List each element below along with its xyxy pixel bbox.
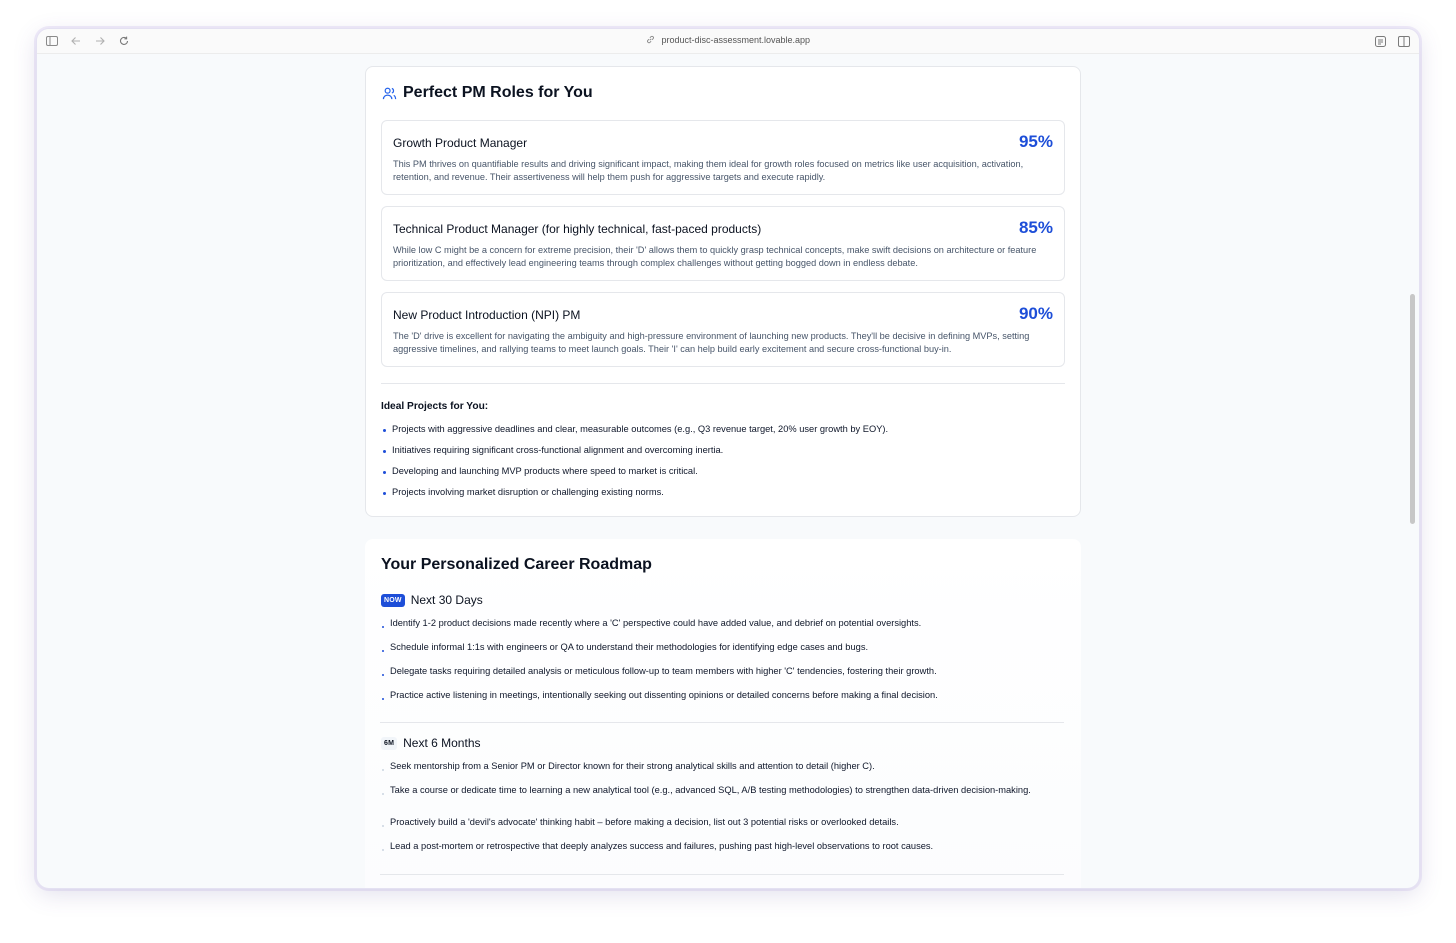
list-item: Seek mentorship from a Senior PM or Director known for their strong analytical skills and attention to detail (higher C).	[380, 760, 1060, 784]
role-match-percent: 90%	[1018, 304, 1053, 323]
list-item: Identify 1-2 product decisions made recently where a 'C' perspective could have added value, and debrief on potential oversights.	[380, 617, 1060, 641]
list-item: Developing and launching MVP products where speed to market is critical.	[381, 465, 1061, 486]
list-item: Projects involving market disruption or challenging existing norms.	[381, 486, 1061, 507]
list-item: Initiatives requiring significant cross-functional alignment and overcoming inertia.	[381, 444, 1061, 465]
phase-6-months-list	[380, 760, 1060, 864]
split-view-icon[interactable]	[1397, 34, 1411, 48]
list-item: Projects with aggressive deadlines and clear, measurable outcomes (e.g., Q3 revenue target, 20% user growth by EOY).	[381, 423, 1061, 444]
ideal-projects-list	[381, 423, 1061, 507]
role-card-growth	[381, 120, 1065, 195]
roadmap-title: Your Personalized Career Roadmap	[381, 556, 652, 573]
role-description: While low C might be a concern for extreme precision, their 'D' allows them to quickly grasp technical concepts, make swift decisions on architecture or feature prioritization, and effectively lead engineering teams through complex challenges without getting bogged down in endless debate.	[393, 245, 1037, 268]
role-description: This PM thrives on quantifiable results and driving significant impact, making them ideal for growth roles focused on metrics like user acquisition, activation, retention, and revenue. Their assertiveness will help them push for aggressive targets and execute rapidly.	[393, 159, 1024, 182]
page-viewport	[37, 54, 1419, 888]
address-bar[interactable]	[37, 35, 1419, 45]
role-name: Growth Product Manager	[393, 136, 528, 150]
browser-window	[37, 29, 1419, 888]
users-icon	[382, 86, 397, 101]
phase-next-30-days	[381, 593, 483, 607]
list-item: Delegate tasks requiring detailed analysis or meticulous follow-up to team members with higher 'C' tendencies, fostering their growth.	[380, 665, 1060, 689]
role-name: New Product Introduction (NPI) PM	[393, 308, 581, 322]
section-divider	[381, 383, 1065, 384]
role-name: Technical Product Manager (for highly technical, fast-paced products)	[393, 222, 762, 236]
ideal-projects-heading: Ideal Projects for You:	[381, 401, 489, 412]
status-badge: NOW	[381, 594, 405, 607]
list-item: Proactively build a 'devil's advocate' thinking habit – before making a decision, list out 3 potential risks or overlooked details.	[380, 816, 1060, 840]
pm-roles-title-text: Perfect PM Roles for You	[403, 84, 593, 101]
link-icon	[646, 35, 658, 45]
reader-mode-icon[interactable]	[1373, 34, 1387, 48]
list-item: Schedule informal 1:1s with engineers or QA to understand their methodologies for identifying edge cases and bugs.	[380, 641, 1060, 665]
role-card-npi	[381, 292, 1065, 367]
pm-roles-card	[365, 66, 1081, 517]
phase-30-days-list	[380, 617, 1060, 713]
role-card-technical	[381, 206, 1065, 281]
browser-toolbar	[37, 29, 1419, 54]
list-item: Practice active listening in meetings, intentionally seeking out dissenting opinions or detailed concerns before making a final decision.	[380, 689, 1060, 713]
list-item: Take a course or dedicate time to learning a new analytical tool (e.g., advanced SQL, A/B testing methodologies) to strengthen data-driven decision-making.	[380, 784, 1060, 816]
phase-label: Next 6 Months	[403, 736, 481, 750]
list-item: Lead a post-mortem or retrospective that deeply analyzes success and failures, pushing past high-level observations to root causes.	[380, 840, 1060, 864]
role-match-percent: 95%	[1018, 132, 1053, 151]
pm-roles-title	[382, 84, 593, 102]
role-match-percent: 85%	[1018, 218, 1053, 237]
career-roadmap-card	[365, 539, 1081, 888]
section-divider	[380, 874, 1064, 875]
url-text: product-disc-assessment.lovable.app	[661, 35, 811, 45]
phase-label: Next 30 Days	[410, 593, 483, 607]
role-description: The 'D' drive is excellent for navigating the ambiguity and high-pressure environment of launching new products. They'll be decisive in defining MVPs, setting aggressive timelines, and rallying teams to meet launch goals. Their 'I' can help build early excitement and secure cross-functional buy-in.	[393, 331, 1030, 354]
section-divider	[380, 722, 1064, 723]
phase-next-6-months	[381, 736, 481, 750]
vertical-scrollbar[interactable]	[1410, 294, 1415, 524]
status-badge: 6M	[381, 737, 397, 750]
